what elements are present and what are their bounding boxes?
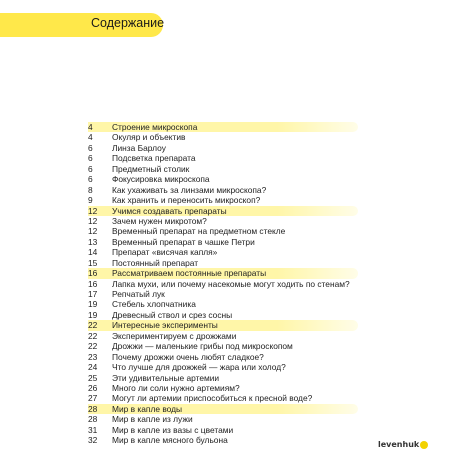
toc-section-row[interactable] [88, 122, 358, 132]
toc-page-number: 25 [88, 372, 98, 383]
toc-entry-title: Как ухаживать за линзами микроскопа? [112, 184, 267, 195]
toc-row[interactable] [88, 299, 358, 309]
toc-row[interactable] [88, 153, 358, 163]
toc-page-number: 6 [88, 174, 93, 185]
toc-entry-title: Интересные эксперименты [112, 320, 218, 331]
table-of-contents [88, 122, 358, 446]
toc-row[interactable] [88, 143, 358, 153]
toc-row[interactable] [88, 414, 358, 424]
toc-entry-title: Много ли соли нужно артемиям? [112, 382, 240, 393]
toc-page-number: 22 [88, 330, 98, 341]
toc-entry-title: Линза Барлоу [112, 142, 166, 153]
toc-entry-title: Что лучше для дрожжей — жара или холод? [112, 362, 286, 373]
toc-row[interactable] [88, 373, 358, 383]
toc-row[interactable] [88, 164, 358, 174]
toc-page-number: 12 [88, 215, 98, 226]
toc-page-number: 22 [88, 341, 98, 352]
toc-section-row[interactable] [88, 206, 358, 216]
toc-row[interactable] [88, 226, 358, 236]
toc-page-number: 4 [88, 122, 93, 132]
toc-entry-title: Зачем нужен микротом? [112, 215, 207, 226]
logo-text: levenhuk [378, 440, 420, 449]
toc-entry-title: Лапка мухи, или почему насекомые могут ходить по стенам? [112, 278, 350, 289]
toc-page-number: 22 [88, 320, 98, 331]
toc-page-number: 31 [88, 424, 98, 435]
toc-page-number: 23 [88, 351, 98, 362]
toc-entry-title: Временный препарат в чашке Петри [112, 236, 255, 247]
toc-page-number: 28 [88, 403, 98, 414]
page-title: Содержание [91, 16, 165, 30]
toc-entry-title: Древесный ствол и срез сосны [112, 309, 233, 320]
toc-entry-title: Как хранить и переносить микроскоп? [112, 195, 261, 206]
toc-page-number: 8 [88, 184, 93, 195]
toc-row[interactable] [88, 185, 358, 195]
toc-row[interactable] [88, 279, 358, 289]
toc-row[interactable] [88, 435, 358, 445]
toc-page-number: 27 [88, 393, 98, 404]
toc-entry-title: Фокусировка микроскопа [112, 174, 210, 185]
toc-page-number: 32 [88, 435, 98, 446]
toc-entry-title: Дрожжи — маленькие грибы под микроскопом [112, 341, 293, 352]
toc-entry-title: Репчатый лук [112, 289, 165, 299]
toc-row[interactable] [88, 383, 358, 393]
toc-row[interactable] [88, 216, 358, 226]
toc-entry-title: Мир в капле из лужи [112, 414, 193, 425]
toc-entry-title: Мир в капле воды [112, 403, 183, 414]
toc-page-number: 26 [88, 382, 98, 393]
toc-page-number: 4 [88, 132, 93, 143]
toc-entry-title: Подсветка препарата [112, 153, 196, 164]
toc-entry-title: Мир в капле из вазы с цветами [112, 424, 234, 435]
toc-page-number: 28 [88, 414, 98, 425]
toc-row[interactable] [88, 310, 358, 320]
toc-entry-title: Предметный столик [112, 163, 190, 174]
toc-page-number: 24 [88, 362, 98, 373]
toc-page-number: 6 [88, 153, 93, 164]
toc-row[interactable] [88, 174, 358, 184]
toc-row[interactable] [88, 393, 358, 403]
toc-page-number: 9 [88, 195, 93, 206]
toc-page-number: 16 [88, 268, 98, 279]
toc-entry-title: Экспериментируем с дрожжами [112, 330, 237, 341]
toc-entry-title: Могут ли артемии приспособиться к пресной воде? [112, 393, 313, 404]
toc-row[interactable] [88, 341, 358, 351]
toc-page-number: 6 [88, 142, 93, 153]
toc-row[interactable] [88, 352, 358, 362]
toc-entry-title: Учимся создавать препараты [112, 205, 227, 216]
toc-section-row[interactable] [88, 404, 358, 414]
toc-row[interactable] [88, 132, 358, 142]
toc-entry-title: Временный препарат на предметном стекле [112, 226, 286, 237]
toc-row[interactable] [88, 425, 358, 435]
toc-row[interactable] [88, 237, 358, 247]
toc-entry-title: Постоянный препарат [112, 257, 199, 268]
toc-page-number: 17 [88, 289, 98, 299]
toc-entry-title: Препарат «висячая капля» [112, 247, 218, 258]
toc-row[interactable] [88, 362, 358, 372]
toc-section-row[interactable] [88, 268, 358, 278]
toc-entry-title: Мир в капле мясного бульона [112, 435, 228, 446]
toc-page-number: 19 [88, 299, 98, 310]
toc-row[interactable] [88, 331, 358, 341]
toc-page-number: 19 [88, 309, 98, 320]
toc-section-row[interactable] [88, 320, 358, 330]
toc-entry-title: Окуляр и объектив [112, 132, 186, 143]
toc-page-number: 16 [88, 278, 98, 289]
toc-entry-title: Строение микроскопа [112, 122, 198, 132]
toc-entry-title: Стебель хлопчатника [112, 299, 196, 310]
toc-entry-title: Рассматриваем постоянные препараты [112, 268, 267, 279]
toc-page-number: 14 [88, 247, 98, 258]
toc-page-number: 13 [88, 236, 98, 247]
toc-entry-title: Эти удивительные артемии [112, 372, 220, 383]
logo-circle-icon [420, 441, 428, 449]
toc-row[interactable] [88, 289, 358, 299]
toc-page-number: 12 [88, 226, 98, 237]
toc-row[interactable] [88, 195, 358, 205]
toc-page-number: 6 [88, 163, 93, 174]
toc-page-number: 12 [88, 205, 98, 216]
toc-page-number: 15 [88, 257, 98, 268]
toc-row[interactable] [88, 258, 358, 268]
toc-row[interactable] [88, 247, 358, 257]
toc-entry-title: Почему дрожжи очень любят сладкое? [112, 351, 264, 362]
brand-logo [378, 440, 428, 449]
